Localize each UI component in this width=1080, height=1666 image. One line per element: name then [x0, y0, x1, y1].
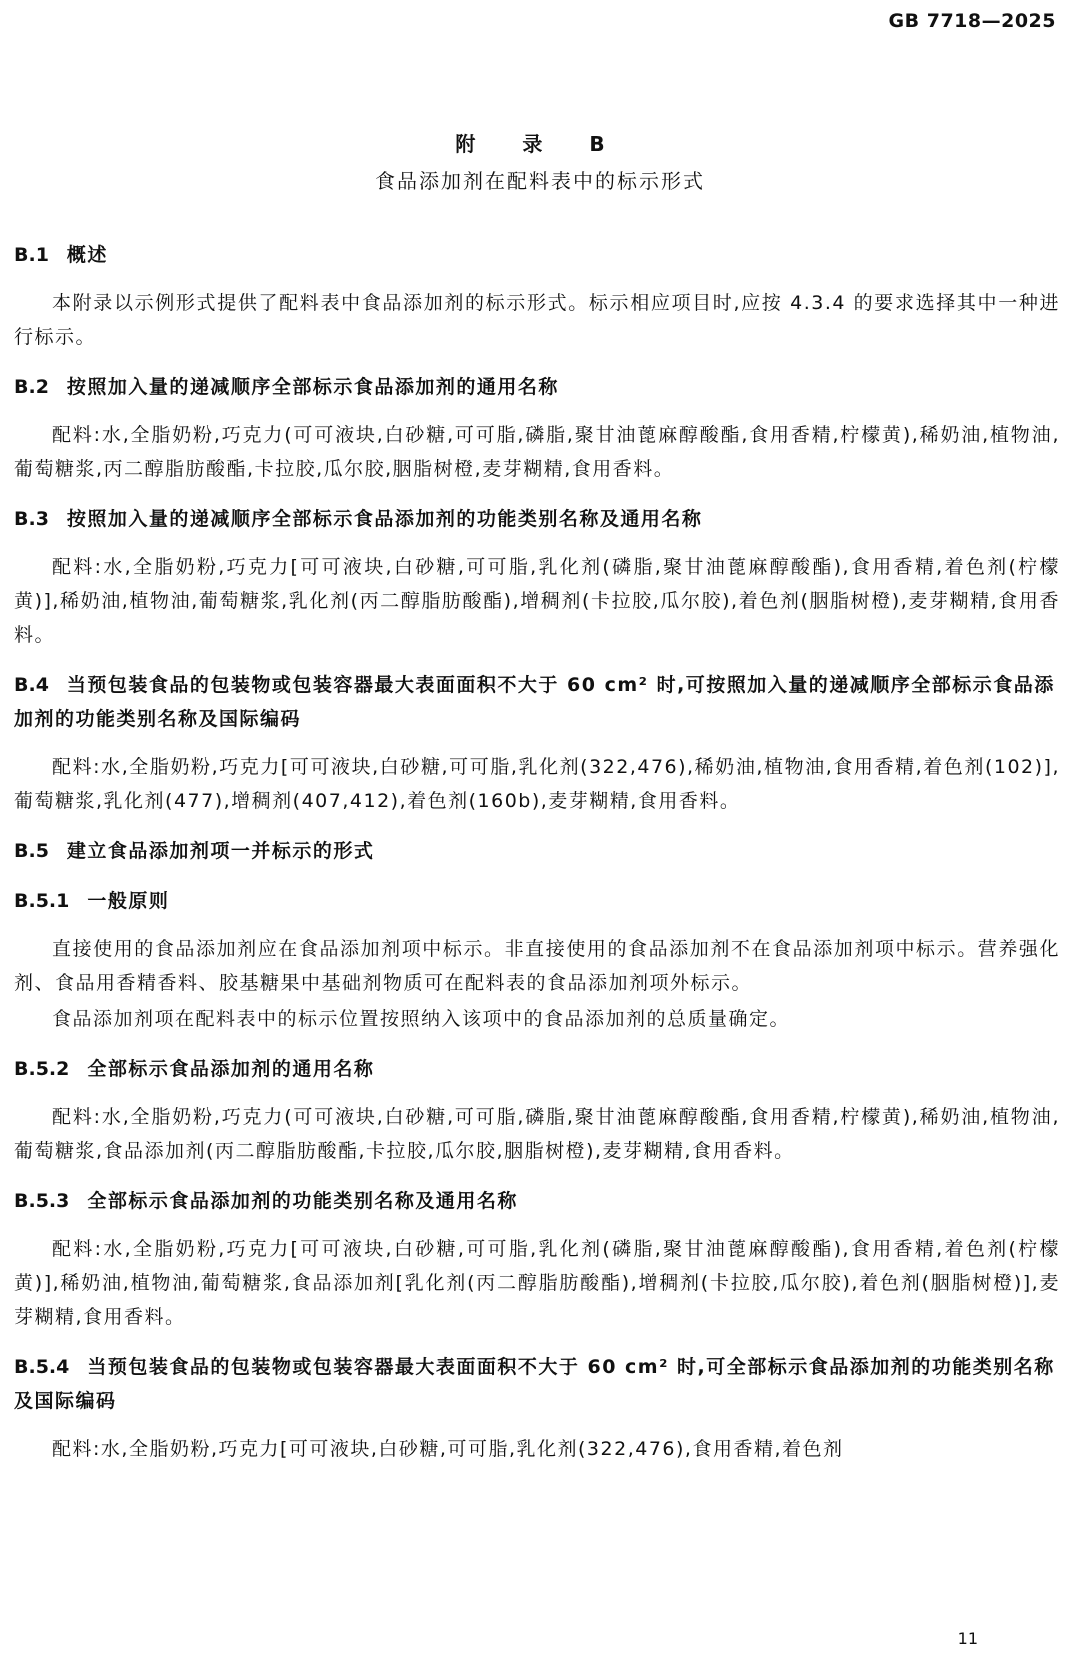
paragraph: 配料:水,全脂奶粉,巧克力(可可液块,白砂糖,可可脂,磷脂,聚甘油蓖麻醇酸酯,食用香精,柠檬黄),稀奶油,植物油,葡萄糖浆,食品添加剂(丙二醇脂肪酸酯,卡拉胶,瓜尔胶,胭脂树橙),麦芽糊精,食用香料。	[14, 1106, 1060, 1162]
section-heading-b5-1	[14, 884, 1060, 918]
section-number: B.5.2	[14, 1058, 70, 1080]
paragraph: 食品添加剂项在配料表中的标示位置按照纳入该项中的食品添加剂的总质量确定。	[52, 1008, 791, 1030]
paragraph: 配料:水,全脂奶粉,巧克力[可可液块,白砂糖,可可脂,乳化剂(322,476),稀奶油,植物油,食用香精,着色剂(102)],葡萄糖浆,乳化剂(477),增稠剂(407,412),着色剂(160b),麦芽糊精,食用香料。	[14, 756, 1060, 812]
section-number: B.1	[14, 244, 49, 266]
section-heading-b5-3	[14, 1184, 1060, 1218]
annex-title: 附 录 B	[455, 132, 625, 156]
document-body	[14, 238, 1060, 1468]
section-number: B.2	[14, 376, 49, 398]
standard-code: GB 7718—2025	[888, 10, 1056, 32]
section-title: 概述	[66, 244, 108, 266]
section-number: B.5.3	[14, 1190, 70, 1212]
section-number: B.5	[14, 840, 49, 862]
section-title: 当预包装食品的包装物或包装容器最大表面面积不大于 60 cm² 时,可全部标示食品添加剂的功能类别名称及国际编码	[14, 1356, 1055, 1412]
section-heading-b5	[14, 834, 1060, 868]
paragraph: 本附录以示例形式提供了配料表中食品添加剂的标示形式。标示相应项目时,应按 4.3.4 的要求选择其中一种进行标示。	[14, 292, 1060, 348]
annex-subtitle: 食品添加剂在配料表中的标示形式	[375, 169, 705, 193]
section-title: 全部标示食品添加剂的通用名称	[87, 1058, 375, 1080]
section-title: 建立食品添加剂项一并标示的形式	[66, 840, 375, 862]
section-title: 全部标示食品添加剂的功能类别名称及通用名称	[87, 1190, 518, 1212]
paragraph: 直接使用的食品添加剂应在食品添加剂项中标示。非直接使用的食品添加剂不在食品添加剂项中标示。营养强化剂、食品用香精香料、胶基糖果中基础剂物质可在配料表的食品添加剂项外标示。	[14, 938, 1060, 994]
section-heading-b1	[14, 238, 1060, 272]
section-title: 按照加入量的递减顺序全部标示食品添加剂的功能类别名称及通用名称	[66, 508, 703, 530]
paragraph: 配料:水,全脂奶粉,巧克力[可可液块,白砂糖,可可脂,乳化剂(磷脂,聚甘油蓖麻醇酸酯),食用香精,着色剂(柠檬黄)],稀奶油,植物油,葡萄糖浆,乳化剂(丙二醇脂肪酸酯),增稠剂(卡拉胶,瓜尔胶),着色剂(胭脂树橙),麦芽糊精,食用香料。	[14, 556, 1060, 646]
section-title: 一般原则	[87, 890, 170, 912]
section-number: B.3	[14, 508, 49, 530]
section-heading-b4	[14, 668, 1060, 736]
paragraph: 配料:水,全脂奶粉,巧克力[可可液块,白砂糖,可可脂,乳化剂(322,476),食用香精,着色剂	[52, 1438, 844, 1460]
section-title: 当预包装食品的包装物或包装容器最大表面面积不大于 60 cm² 时,可按照加入量的递减顺序全部标示食品添加剂的功能类别名称及国际编码	[14, 674, 1055, 730]
section-heading-b3	[14, 502, 1060, 536]
section-number: B.5.1	[14, 890, 70, 912]
section-number: B.4	[14, 674, 49, 696]
section-number: B.5.4	[14, 1356, 70, 1378]
paragraph: 配料:水,全脂奶粉,巧克力(可可液块,白砂糖,可可脂,磷脂,聚甘油蓖麻醇酸酯,食用香精,柠檬黄),稀奶油,植物油,葡萄糖浆,丙二醇脂肪酸酯,卡拉胶,瓜尔胶,胭脂树橙,麦芽糊精,食用香料。	[14, 424, 1060, 480]
section-heading-b2	[14, 370, 1060, 404]
section-heading-b5-2	[14, 1052, 1060, 1086]
section-title: 按照加入量的递减顺序全部标示食品添加剂的通用名称	[66, 376, 559, 398]
page-number: 11	[957, 1629, 978, 1648]
paragraph: 配料:水,全脂奶粉,巧克力[可可液块,白砂糖,可可脂,乳化剂(磷脂,聚甘油蓖麻醇酸酯),食用香精,着色剂(柠檬黄)],稀奶油,植物油,葡萄糖浆,食品添加剂[乳化剂(丙二醇脂肪酸酯),增稠剂(卡拉胶,瓜尔胶),着色剂(胭脂树橙)],麦芽糊精,食用香料。	[14, 1238, 1060, 1328]
section-heading-b5-4	[14, 1350, 1060, 1418]
